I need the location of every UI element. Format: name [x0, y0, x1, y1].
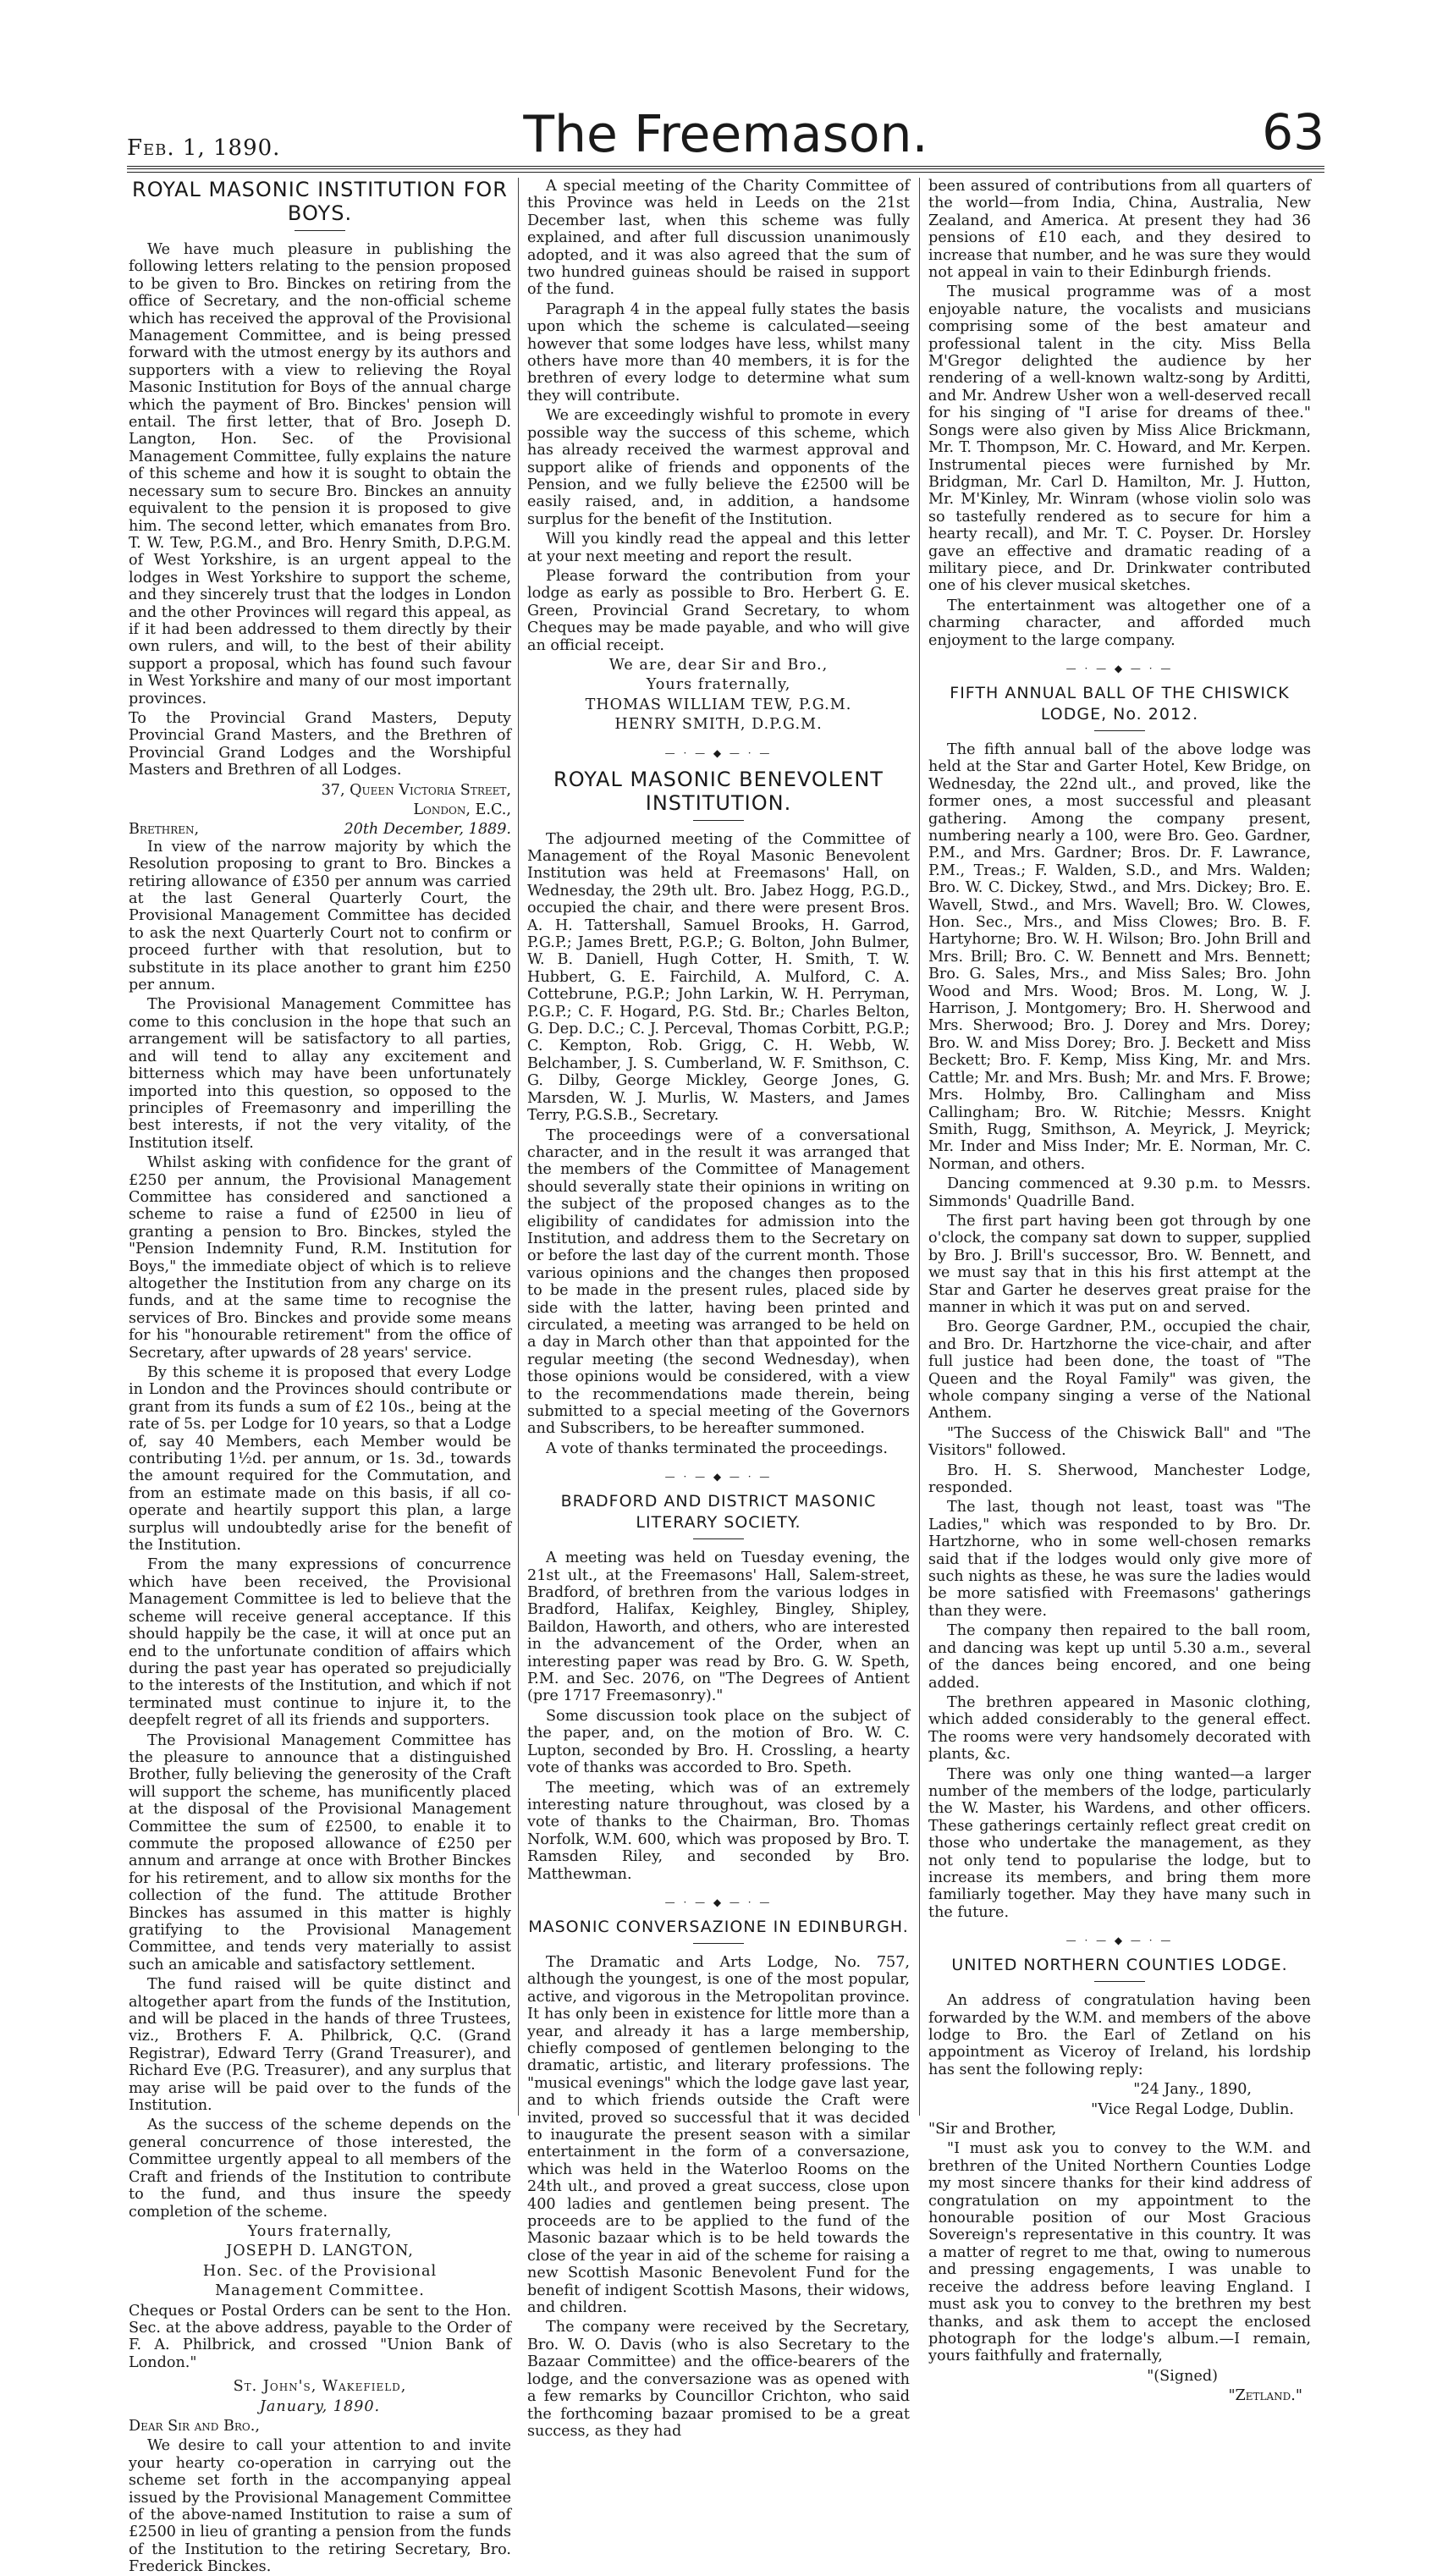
- masthead-rule: [127, 166, 1324, 173]
- signer-name: THOMAS WILLIAM TEW, P.G.M.: [585, 696, 852, 713]
- paragraph: been assured of contributions from all quarters of the world—from India, China, Australia, New Zealand, and America. At present they had 36 pensions of £10 each, and they desired to increase that number, and he was sure they would not appeal in vain to their Edinburgh friends.: [928, 178, 1311, 282]
- signer-name: "Zetland.": [1228, 2387, 1302, 2405]
- paragraph: Some discussion took place on the subject of the paper, and, on the motion of Bro. W. C. Lupton, seconded by Bro. H. Crossling, a hearty vote of thanks was accorded to Bro. Speth.: [527, 1707, 910, 1777]
- paragraph: The musical programme was of a most enjoyable nature, the vocalists and musicians comprising some of the best amateur and professional talent in the city. Miss Bella M'Gregor delighted the audience by her rendering of a well-known waltz-song by Arditti, and Mr. Andrew Usher won a well-deserved recall for his singing of "I arise for dreams of thee." Songs were also given by Miss Alice Brickmann, Mr. T. Thompson, Mr. C. Howard, and Mr. Kerpen. Instrumental pieces were furnished by Mr. Bridgman, Mr. Carl D. Hamilton, Mr. J. Hutton, Mr. M'Kinley, Mr. Winram (whose violin solo was so tastefully rendered as to secure for him a hearty recall), and Mr. T. C. Poyser. Dr. Horsley gave an effective and dramatic reading of a military piece, and Dr. Drinkwater contributed one of his clever musical sketches.: [928, 283, 1311, 595]
- paragraph: The company then repaired to the ball room, and dancing was kept up until 5.30 a.m., several of the dances being encored, and one being added.: [928, 1622, 1311, 1692]
- salutation: Brethren,: [129, 821, 200, 839]
- closing: Yours fraternally,: [247, 2222, 393, 2240]
- article-title: ROYAL MASONIC INSTITUTION FOR BOYS.: [132, 178, 508, 225]
- paragraph: The fund raised will be quite distinct and altogether apart from the funds of the Institution, and will be placed in the hands of three Trustees, viz., Brothers F. A. Philbrick, Q.C. (Grand Registrar), Edward Terry (Grand Treasurer), and Richard Eve (P.G. Treasurer), and any surplus that may arise will be paid over to the funds of the Institution.: [129, 1976, 511, 2115]
- signed-note: "(Signed): [1147, 2367, 1218, 2385]
- paragraph: A special meeting of the Charity Committee of this Province was held in Leeds on the 21st December last, when this scheme was fully explained, and after full discussion unanimously adopted, and it was also agreed that the sum of two hundred guineas should be raised in support of the fund.: [527, 178, 910, 299]
- article-title: FIFTH ANNUAL BALL OF THE CHISWICK LODGE, No. 2012.: [950, 683, 1290, 724]
- signer-name: JOSEPH D. LANGTON,: [226, 2243, 414, 2260]
- page-number: 63: [1262, 103, 1324, 161]
- separator-ornament: — · — ◆ — · —: [664, 1471, 773, 1483]
- address-line: 37, Queen Victoria Street,: [321, 781, 511, 799]
- paragraph: As the success of the scheme depends on the general concurrence of those interested, the Committee urgently appeal to all members of the Craft and friends of the Institution to contribute to the fund, and thus insure the speedy completion of the scheme.: [129, 2116, 511, 2221]
- letter-date: 20th December, 1889.: [344, 821, 511, 839]
- paragraph: Paragraph 4 in the appeal fully states the basis upon which the scheme is calculated—seeing however that some lodges have less, whilst many others have more than 40 members, it is for the brethren of every lodge to determine what sum they will contribute.: [527, 300, 910, 405]
- signer-title: Hon. Sec. of the Provisional: [202, 2262, 438, 2280]
- paragraph: We desire to call your attention to and invite your hearty co-operation in carrying out the scheme set forth in the accompanying appeal issued by the Provisional Management Committee of the above-named Institution to raise a sum of £2500 in lieu of granting a pension from the funds of the Institution to the retiring Secretary, Bro. Frederick Binckes.: [129, 2437, 511, 2576]
- paragraph: Please forward the contribution from your lodge as early as possible to Bro. Herbert G. E. Green, Provincial Grand Secretary, to whom Cheques may be made payable, and who will give an official receipt.: [527, 567, 910, 654]
- paragraph: The brethren appeared in Masonic clothing, which added considerably to the general effect. The rooms were very handsomely decorated with plants, &c.: [928, 1693, 1311, 1764]
- paragraph: The first part having been got through by one o'clock, the company sat down to supper, supplied by Bro. J. Brill's successor, Bro. W. Bennett, and we must say that in this his first attempt at the Star and Garter he deserves great praise for the manner in which it was put on and served.: [928, 1212, 1311, 1316]
- address-line: London, E.C.,: [413, 801, 511, 818]
- paragraph: We have much pleasure in publishing the following letters relating to the pension proposed to be given to Bro. Binckes on retiring from the office of Secretary, and the non-official scheme which has received the approval of the Provisional Management Committee, and is being pressed forward with the utmost energy by its authors and supporters with a view to relieving the Royal Masonic Institution for Boys of the annual charge which the payment of Bro. Binckes' pension will entail. The first letter, that of Bro. Joseph D. Langton, Hon. Sec. of the Provisional Management Committee, fully explains the nature of this scheme and how it is sought to obtain the necessary sum to secure Bro. Binckes an annuity equivalent to the pension it is proposed to give him. The second letter, which emanates from Bro. T. W. Tew, P.G.M., and Bro. Henry Smith, D.P.G.M. of West Yorkshire, is an urgent appeal to the lodges in West Yorkshire to support the scheme, and they sincerely trust that the lodges in London and the other Provinces will regard this appeal, as if it had been addressed to them directly by their own rulers, and will, to the best of their ability support a proposal, which has found such favour in West Yorkshire and many of our most important provinces.: [129, 241, 511, 707]
- divider: [1094, 1981, 1145, 1982]
- closing: We are, dear Sir and Bro.,: [608, 656, 829, 674]
- salutation: "Sir and Brother,: [928, 2121, 1057, 2138]
- separator-ornament: — · — ◆ — · —: [664, 746, 773, 759]
- letter-date: "24 Jany., 1890,: [1133, 2081, 1252, 2099]
- paragraph: In view of the narrow majority by which the Resolution proposing to grant to Bro. Binckes a retiring allowance of £350 per annum was carried at the last General Quarterly Court, the Provisional Management Committee has decided to ask the next Quarterly Court not to confirm or proceed further with that resolution, but to substitute in its place another to grant him £250 per annum.: [129, 838, 511, 994]
- paragraph: The Provisional Management Committee has the pleasure to announce that a distinguished Brother, fully believing the generosity of the Craft will support the scheme, has munificently placed at the disposal of the Provisional Management Committee the sum of £2500, to enable it to commute the proposed allowance of £250 per annum and arrange at once with Brother Binckes for his retirement, and to allow six months for the collection of the fund. The attitude Brother Binckes has assumed in this matter is highly gratifying to the Provisional Management Committee, and tends very materially to assist such an amicable and satisfactory settlement.: [129, 1731, 511, 1973]
- article-title: ROYAL MASONIC BENEVOLENT INSTITUTION.: [553, 767, 884, 815]
- paragraph: From the many expressions of concurrence which have been received, the Provisional Management Committee is led to believe that the scheme will receive general acceptance. If this should happily be the case, it will at once put an end to the unfortunate condition of affairs which during the past year has operated so prejudicially to the interests of the Institution, and which if not terminated must continue to injure it, to the deepfelt regret of all its friends and supporters.: [129, 1556, 511, 1730]
- letter-date: January, 1890.: [259, 2397, 381, 2415]
- paragraph: The entertainment was altogether one of a charming character, and afforded much enjoyment to the large company.: [928, 597, 1311, 649]
- paragraph: An address of congratulation having been forwarded by the W.M. and members of the above lodge to Bro. the Earl of Zetland on his appointment as Viceroy of Ireland, his lordship has sent the following reply:: [928, 1992, 1311, 2078]
- divider: [1094, 730, 1145, 731]
- paragraph: The company were received by the Secretary, Bro. W. O. Davis (who is also Secretary to the Bazaar Committee) and the office-bearers of the lodge, and the conversazione was as opened with a few remarks by Councillor Crichton, who said the forthcoming bazaar promised to be a great success, as they had: [527, 2319, 910, 2440]
- newspaper-title: The Freemason.: [523, 105, 928, 164]
- signer-name: HENRY SMITH, D.P.G.M.: [614, 716, 823, 734]
- divider: [693, 820, 744, 821]
- paragraph: Bro. George Gardner, P.M., occupied the chair, and Bro. Dr. Hartzhorne the vice-chair, and after full justice had been done, the toast of "The Queen and the Royal Family" was given, the whole company singing a verse of the National Anthem.: [928, 1318, 1311, 1423]
- paragraph: "I must ask you to convey to the W.M. and brethren of the United Northern Counties Lodge my most sincere thanks for their kind address of congratulation on my appointment to the honourable position of our Most Gracious Sovereign's representative in this country. It was a matter of regret to me that, owing to numerous and pressing engagements, I was unable to receive the address before leaving England. I must ask you to convey to the brethren my best thanks, and ask them to accept the enclosed photograph for the lodge's album.—I remain, yours faithfully and fraternally,: [928, 2140, 1311, 2365]
- paragraph: A vote of thanks terminated the proceedings.: [546, 1439, 888, 1457]
- divider: [693, 1943, 744, 1944]
- separator-ornament: — · — ◆ — · —: [1065, 662, 1174, 674]
- salutation: Dear Sir and Bro.,: [129, 2417, 260, 2435]
- column-2: [527, 178, 910, 2440]
- paragraph: Cheques or Postal Orders can be sent to the Hon. Sec. at the above address, payable to the Order of F. A. Philbrick, and crossed "Union Bank of London.": [129, 2302, 511, 2371]
- column-divider: [518, 178, 519, 2116]
- paragraph: A meeting was held on Tuesday evening, the 21st ult., at the Freemasons' Hall, Salem-street, Bradford, of brethren from the various lodges in Bradford, Halifax, Keighley, Bingley, Shipley, Baildon, Haworth, and others, who are interested in the advancement of the Order, when an interesting paper was read by Bro. G. W. Speth, P.M. and Sec. 2076, on "The Degrees of Antient (pre 1717 Freemasonry).": [527, 1549, 910, 1705]
- divider: [295, 230, 345, 231]
- closing: Yours fraternally,: [646, 676, 791, 694]
- paragraph: Will you kindly read the appeal and this letter at your next meeting and report the result.: [527, 531, 910, 565]
- column-divider: [919, 178, 920, 2116]
- paragraph: There was only one thing wanted—a larger number of the members of the lodge, particularly the W. Master, his Wardens, and other officers. These gatherings certainly reflect great credit on those who undertake the management, as they not only tend to popularise the lodge, but to increase its members, and bring them more familiarly together. May they have many such in the future.: [928, 1765, 1311, 1921]
- article-title: MASONIC CONVERSAZIONE IN EDINBURGH.: [528, 1917, 909, 1936]
- column-3: [928, 178, 1311, 2405]
- signer-title: Management Committee.: [215, 2282, 425, 2300]
- paragraph: The meeting, which was of an extremely interesting nature throughout, was closed by a vote of thanks to the Chairman, Bro. Thomas Norfolk, W.M. 600, which was proposed by Bro. T. Ramsden Riley, and seconded by Bro. Matthewman.: [527, 1779, 910, 1883]
- paragraph: Dancing commenced at 9.30 p.m. to Messrs. Simmonds' Quadrille Band.: [928, 1175, 1311, 1210]
- letter-place: "Vice Regal Lodge, Dublin.: [1091, 2100, 1294, 2118]
- salutation-row: [129, 821, 511, 838]
- paragraph: The fifth annual ball of the above lodge was held at the Star and Garter Hotel, Kew Bridge, on Wednesday, the 22nd ult., and proved, like the former ones, a most successful and pleasant gathering. Among the company present, numbering nearly a 100, were Bro. Geo. Gardner, P.M., and Mrs. Gardner; Bros. Dr. F. Lawrance, P.M., Treas.; F. Walden, S.D., and Mrs. Walden; Bro. W. C. Dickey, Stwd., and Mrs. Dickey; Bro. E. Wavell, Stwd., and Mrs. Wavell; Bro. W. Clowes, Hon. Sec., Mrs., and Miss Clowes; Bro. B. F. Hartyhorne; Bro. W. H. Wilson; Bro. John Brill and Mrs. Brill; Bro. C. W. Bennett and Mrs. Bennett; Bro. G. Sales, Mrs., and Miss Sales; Bro. John Wood and Mrs. Wood; Bros. M. Long, W. J. Harrison, J. Montgomery; Bro. H. Sherwood and Mrs. Sherwood; Bro. J. Dorey and Mrs. Dorey; Bro. W. and Miss Dorey; Bro. J. Beckett and Miss Beckett; Bro. F. Kemp, Miss King, Mr. and Mrs. Cattle; Mr. and Mrs. Bush; Mr. and Mrs. F. Browe; Mrs. Holmby, Bro. Callingham and Miss Callingham; Bro. W. Ritchie; Messrs. Knight Smith, Rugg, Smithson, A. Meyrick, J. Meyrick; Mr. Inder and Miss Inder; Mr. E. Norman, Mr. C. Norman, and others.: [928, 740, 1311, 1173]
- paragraph: Bro. H. S. Sherwood, Manchester Lodge, responded.: [928, 1461, 1311, 1497]
- address-line: St. John's, Wakefield,: [233, 2378, 407, 2396]
- paragraph: By this scheme it is proposed that every Lodge in London and the Provinces should contribute or grant from its funds a sum of £2 10s., being at the rate of 5s. per Lodge for 10 years, so that a Lodge of, say 40 Members, each Member would be contributing 1½d. per annum, or 1s. 3d., towards the amount required for the Commutation, and from an estimate made on this basis, if all co-operate and heartily support this plan, a large surplus will undoubtedly arise for the benefit of the Institution.: [129, 1364, 511, 1555]
- paragraph: The last, though not least, toast was "The Ladies," which was responded to by Bro. Dr. Hartzhorne, who in some well-chosen remarks said that if the lodges would only give more of such nights as these, he was sure the ladies would be more satisfied with Freemasons' gatherings than they were.: [928, 1499, 1311, 1620]
- article-title: UNITED NORTHERN COUNTIES LODGE.: [951, 1956, 1288, 1975]
- issue-date: Feb. 1, 1890.: [127, 135, 281, 161]
- separator-ornament: — · — ◆ — · —: [1065, 1935, 1174, 1947]
- paragraph: The adjourned meeting of the Committee of Management of the Royal Masonic Benevolent Institution was held at Freemasons' Hall, on Wednesday, the 29th ult. Bro. Jabez Hogg, P.G.D., occupied the chair, and there were present Bros. A. H. Tattershall, Samuel Brooks, H. Garrod, P.G.P.; James Brett, P.G.P.; G. Bolton, John Bulmer, W. B. Daniell, Hugh Cotter, H. Smith, T. W. Hubbert, G. E. Fairchild, A. Mulford, C. A. Cottebrune, P.G.P.; John Larkin, W. H. Perryman, P.G.P.; C. F. Hogard, P.G. Std. Br.; Charles Belton, G. Dep. D.C.; C. J. Perceval, Thomas Corbitt, P.G.P.; C. Kempton, Rob. Grigg, C. H. Webb, W. Belchamber, J. S. Cumberland, W. F. Smithson, C. G. Dilby, George Mickley, George Jones, G. Marsden, W. J. Murlis, W. Masters, and James Terry, P.G.S.B., Secretary.: [527, 830, 910, 1125]
- paragraph: The Dramatic and Arts Lodge, No. 757, although the youngest, is one of the most popular, active, and vigorous in the Metropolitan province. It has only been in existence for little more than a year, and already it has a large membership, chiefly composed of gentlemen belonging to the dramatic, artistic, and literary professions. The "musical evenings" which the lodge gave last year, and to which friends outside the Craft were invited, proved so successful that it was decided to inaugurate the present season with a similar entertainment in the form of a conversazione, which was held in the Waterloo Rooms on the 24th ult., and proved a great success, close upon 400 ladies and gentlemen being present. The proceeds are to be applied to the fund of the Masonic bazaar which is to be held towards the close of the year in aid of the scheme for raising a new Scottish Masonic Benevolent Fund for the benefit of indigent Scottish Masons, their widows, and children.: [527, 1953, 910, 2317]
- separator-ornament: — · — ◆ — · —: [664, 1896, 773, 1908]
- divider: [693, 1538, 744, 1539]
- paragraph: The proceedings were of a conversational character, and in the result it was arranged that the members of the Committee of Management should severally state their opinions in writing on the subject of the proposed changes as to the eligibility of candidates for admission into the Institution, and address them to the Secretary on or before the last day of the current month. Those various opinions and the changes then proposed to be made in the present rules, placed side by side with the latter, having been printed and circulated, a meeting was arranged to be held on a day in March other than that appointed for the regular meeting (the second Wednesday), when those opinions would be considered, with a view to the recommendations made therein, being submitted to a special meeting of the Governors and Subscribers, to be hereafter summoned.: [527, 1126, 910, 1438]
- paragraph: To the Provincial Grand Masters, Deputy Provincial Grand Masters, and the Brethren of Provincial Grand Lodges and the Worshipful Masters and Brethren of all Lodges.: [129, 709, 511, 779]
- paragraph: The Provisional Management Committee has come to this conclusion in the hope that such an arrangement will be satisfactory to all parties, and will tend to allay any excitement and bitterness which may have been unfortunately imported into this question, so opposed to the principles of Freemasonry and imperilling the best interests, if not the very vitality, of the Institution itself.: [129, 996, 511, 1152]
- paragraph: We are exceedingly wishful to promote in every possible way the success of this scheme, which has already received the warmest approval and support alike of friends and opponents of the Pension, and we fully believe the £2500 will be easily raised, and, in addition, a handsome surplus for the benefit of the Institution.: [527, 407, 910, 528]
- paragraph: "The Success of the Chiswick Ball" and "The Visitors" followed.: [928, 1424, 1311, 1460]
- paragraph: Whilst asking with confidence for the grant of £250 per annum, the Provisional Management Committee has considered and sanctioned a scheme to raise a fund of £2500 in lieu of granting a pension to Bro. Binckes, styled the "Pension Indemnity Fund, R.M. Institution for Boys," the immediate object of which is to relieve altogether the Institution from any charge on its funds, and at the same time to recognise the services of Bro. Binckes and provide some means for his "honourable retirement" from the office of Secretary, after upwards of 28 years' service.: [129, 1154, 511, 1362]
- column-1: [129, 178, 511, 2576]
- article-title: BRADFORD AND DISTRICT MASONIC LITERARY SOCIETY.: [560, 1492, 877, 1533]
